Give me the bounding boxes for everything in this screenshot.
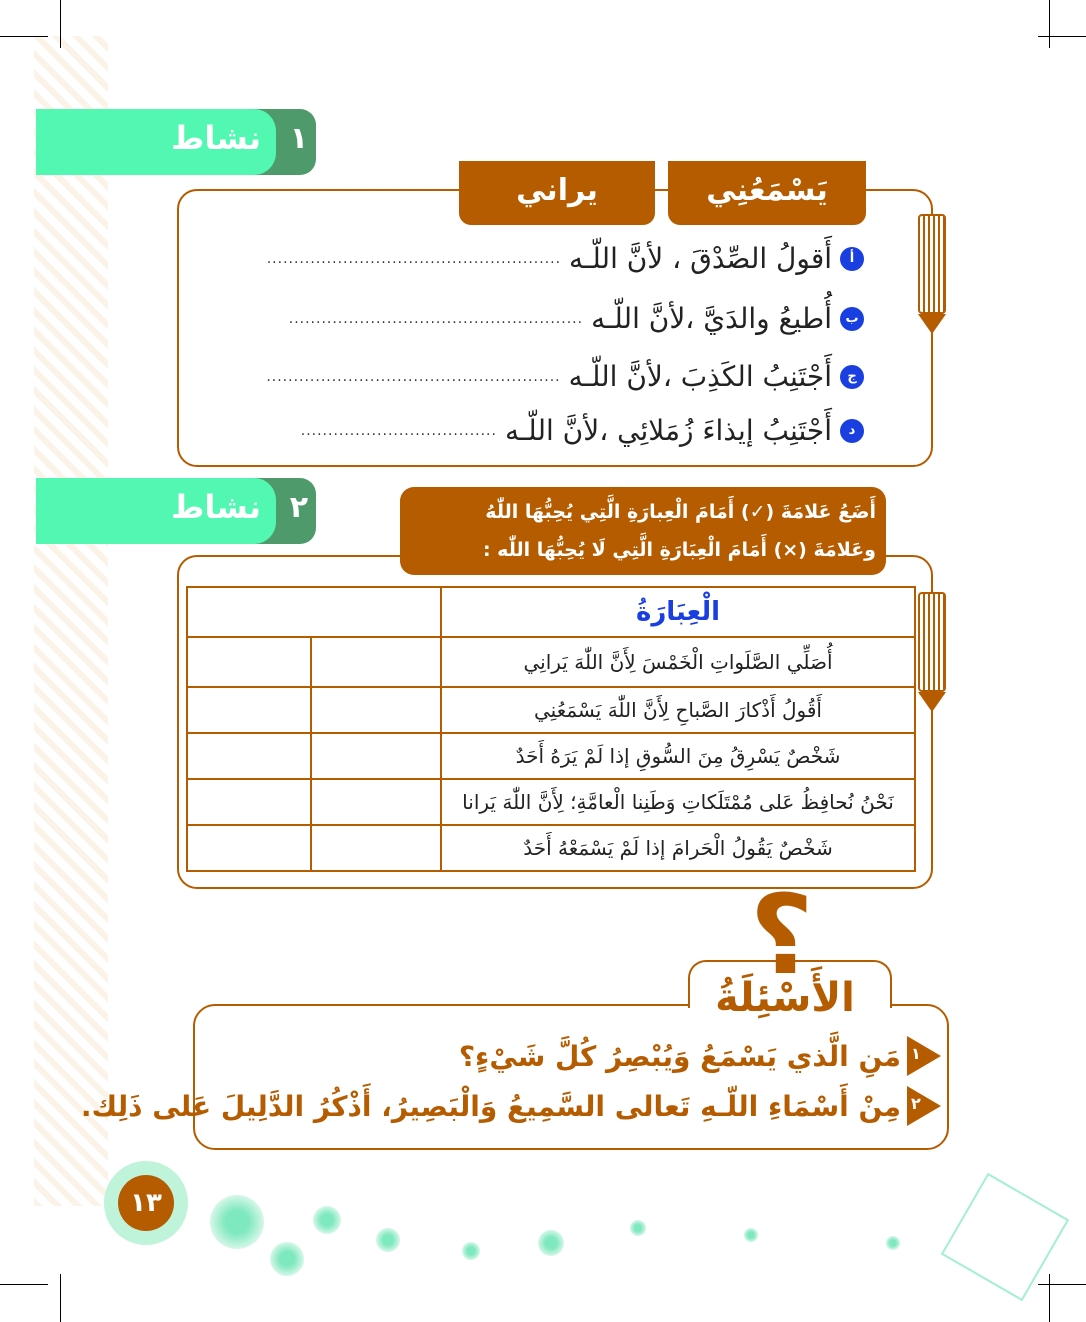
bullet: ب	[840, 307, 864, 331]
crop-mark	[1038, 36, 1086, 37]
bullet: د	[840, 419, 864, 443]
activity-number: ١	[289, 121, 308, 156]
statement: أُطيعُ والدَيَّ ،لأنَّ اللّـه	[591, 302, 832, 335]
fill-line-d	[301, 414, 864, 447]
pencil-icon	[918, 214, 946, 314]
cross-cell[interactable]	[187, 779, 311, 825]
question-number: ١	[911, 1044, 921, 1063]
ornament	[886, 1236, 900, 1250]
crop-mark	[0, 36, 48, 37]
ornament	[210, 1195, 264, 1249]
crop-mark	[1038, 1284, 1086, 1285]
check-cell[interactable]	[311, 733, 441, 779]
tab-yarani: يراني	[459, 161, 655, 225]
answer-blank[interactable]: ......................................................	[288, 310, 584, 327]
cross-cell[interactable]	[187, 687, 311, 733]
check-cell[interactable]	[311, 637, 441, 687]
ornament	[376, 1228, 400, 1252]
fill-line-c	[266, 360, 864, 393]
statement-cell: نَحْنُ نُحافِظُ عَلى مُمْتَلَكاتِ وَطَنِنا الْعامَّةِ؛ لِأَنَّ اللّٰهَ يَرانا	[441, 779, 915, 825]
question-2	[81, 1086, 941, 1126]
table-row	[187, 825, 915, 871]
instruction-banner	[400, 487, 886, 575]
ornament	[313, 1206, 341, 1234]
cross-cell[interactable]	[187, 637, 311, 687]
check-cell[interactable]	[311, 687, 441, 733]
activity-label: نشاط	[171, 488, 261, 526]
questions-title: الأَسْئِلَةُ	[715, 975, 855, 1021]
crop-mark	[1049, 0, 1050, 48]
activity-1-header	[36, 109, 316, 175]
statement-cell: شَخْصٌ يَقُولُ الْحَرامَ إذا لَمْ يَسْمَعْهُ أَحَدٌ	[441, 825, 915, 871]
statements-table	[186, 586, 916, 872]
cross-cell[interactable]	[187, 825, 311, 871]
crop-mark	[0, 1284, 48, 1285]
crop-mark	[60, 0, 61, 48]
statement-cell: شَخْصٌ يَسْرِقُ مِنَ السُّوقِ إذا لَمْ يَرَهُ أَحَدٌ	[441, 733, 915, 779]
answer-blank[interactable]: ....................................	[300, 422, 497, 439]
answer-blank[interactable]: ......................................................	[266, 368, 561, 385]
fill-line-a	[267, 242, 864, 275]
questions-box	[193, 1004, 949, 1150]
table-header: الْعِبَارَةُ	[441, 587, 915, 637]
table-row	[187, 687, 915, 733]
activity-2-header	[36, 478, 316, 544]
statement: أَجْتَنِبُ الكَذِبَ ،لأنَّ اللّـه	[568, 360, 832, 393]
ornament	[630, 1220, 646, 1236]
activity-number: ٢	[289, 490, 308, 525]
bullet: أ	[840, 247, 864, 271]
crop-mark	[60, 1274, 61, 1322]
bullet: ج	[840, 365, 864, 389]
cross-cell[interactable]	[187, 733, 311, 779]
question-text: مِنْ أَسْمَاءِ اللّـهِ تَعالى السَّمِيعُ وَالْبَصِيرُ، أَذْكُرُ الدَّلِيلَ عَلى ذَلِك.	[80, 1089, 901, 1123]
check-cell[interactable]	[311, 779, 441, 825]
activity-label: نشاط	[171, 119, 261, 157]
ornament	[744, 1228, 758, 1242]
statement-cell: أُصَلِّي الصَّلَواتِ الْخَمْسَ لِأَنَّ اللّٰهَ يَرانِي	[441, 637, 915, 687]
fill-line-b	[289, 302, 864, 335]
statement-cell: أَقُولُ أَذْكارَ الصَّباحِ لِأَنَّ اللّٰهَ يَسْمَعُنِي	[441, 687, 915, 733]
triangle-marker-icon	[907, 1086, 941, 1126]
instruction-line: أَضَعُ عَلامَةَ (✓) أَمَامَ الْعِبارَةِ الَّتِي يُحِبُّهَا اللّٰهُ	[485, 501, 876, 523]
tab-yasmauni: يَسْمَعُنِي	[668, 161, 866, 225]
ornament	[270, 1242, 304, 1276]
crop-mark	[1049, 1274, 1050, 1322]
ornament	[538, 1230, 564, 1256]
check-cell[interactable]	[311, 825, 441, 871]
question-1	[459, 1036, 941, 1076]
statement: أَجْتَنِبُ إيذاءَ زُمَلائِي ،لأنَّ اللّـه	[504, 414, 832, 447]
answer-header-cell	[187, 587, 441, 637]
question-number: ٢	[911, 1094, 921, 1113]
statement: أَقولُ الصِّدْقَ ، لأنَّ اللّـه	[569, 242, 832, 275]
table-row	[187, 637, 915, 687]
question-text: مَنِ الَّذي يَسْمَعُ وَيُبْصِرُ كُلَّ شَيْءٍ؟	[458, 1039, 901, 1073]
decorative-pattern-strip	[34, 36, 108, 1206]
page-number: ١٣	[118, 1175, 174, 1231]
answer-blank[interactable]: ......................................................	[266, 250, 562, 267]
instruction-line: وعَلامَةَ (×) أَمَامَ الْعِبَارَةِ الَّتِي لَا يُحِبُّهَا اللّٰه :	[482, 539, 876, 561]
triangle-marker-icon	[907, 1036, 941, 1076]
ornament	[462, 1242, 480, 1260]
table-row	[187, 733, 915, 779]
question-mark-icon: ?	[750, 871, 814, 999]
table-row	[187, 779, 915, 825]
pencil-icon	[918, 592, 946, 692]
